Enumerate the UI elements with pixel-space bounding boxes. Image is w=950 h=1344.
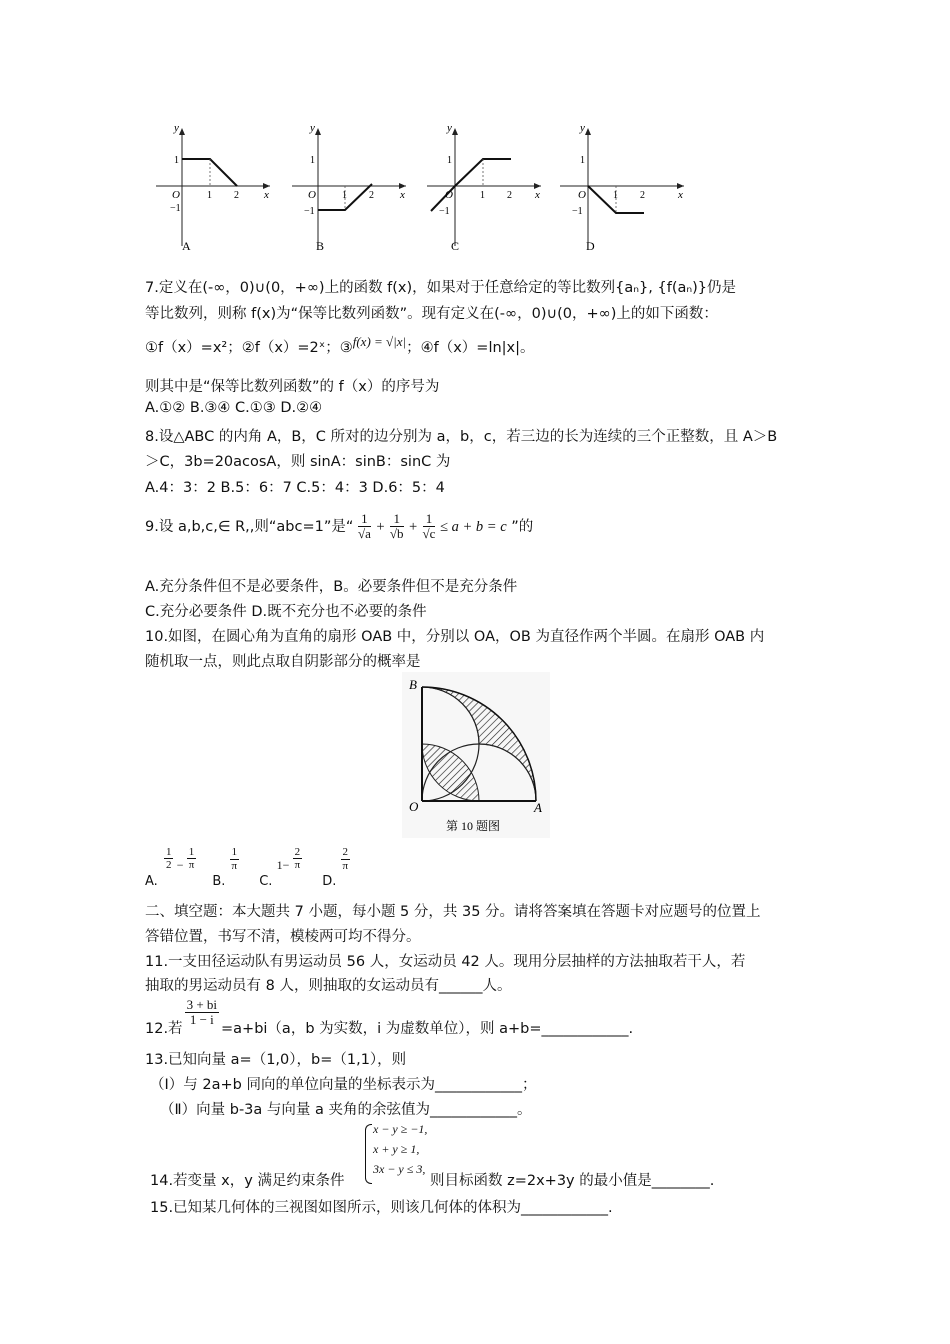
svg-text:O: O [172,189,180,201]
svg-text:−1: −1 [170,203,181,214]
svg-text:y: y [174,122,179,134]
graph-d [560,122,684,253]
svg-text:x: x [400,189,405,201]
svg-text:2: 2 [507,190,512,201]
q10-options: A. $\frac{1}{2}$ − $\frac{1}{\pi}$ B. $\frac{1}{\pi}$ C. 1− $\frac{2}{\pi}$ D. $\frac{2}{\pi}$ [145,846,349,889]
q11-line2: 抽取的男运动员有 8 人，则抽取的女运动员有______人。 [145,978,512,994]
q8-line1: 8.设△ABC 的内角 A，B，C 所对的边分别为 a，b，c，若三边的长为连续的三个正整数，且 A＞B [145,429,778,445]
svg-text:y: y [310,122,315,134]
q7-line4: 则其中是“保等比数列函数”的 f（x）的序号为 [145,379,440,395]
q10-line2: 随机取一点，则此点取自阴影部分的概率是 [145,654,421,670]
svg-text:1: 1 [310,155,315,166]
q8-line2: ＞C，3b=20acosA，则 sinA：sinB：sinC 为 [145,454,451,470]
q13-line3: （Ⅱ）向量 b-3a 与向量 a 夹角的余弦值为____________。 [160,1102,532,1118]
q12-fraction: $\frac{3 + bi}{1 - i}$ [186,997,218,1028]
graph-b [292,122,406,253]
svg-text:y: y [580,122,585,134]
graph-a [156,122,270,253]
svg-text:−1: −1 [439,206,450,217]
q10-line1: 10.如图，在圆心角为直角的扇形 OAB 中，分别以 OA，OB 为直径作两个半圆。在扇形 OAB 内 [145,629,765,645]
q7-line1: 7.定义在(-∞，0)∪(0，+∞)上的函数 f(x)，如果对于任意给定的等比数列{aₙ}, {f(aₙ)}仍是 [145,280,737,296]
q8-options: A.4：3：2 B.5：6：7 C.5：4：3 D.6：5：4 [145,480,445,496]
svg-text:B: B [409,677,417,692]
svg-text:1: 1 [207,190,212,201]
q13-line2: （Ⅰ）与 2a+b 同向的单位向量的坐标表示为____________； [150,1077,537,1093]
q11-line1: 11.一支田径运动队有男运动员 56 人，女运动员 42 人。现用分层抽样的方法抽取若干人，若 [145,954,746,970]
q9-options-2: C.充分必要条件 D.既不充分也不必要的条件 [145,604,427,620]
svg-text:O: O [409,799,419,814]
q7-line2: 等比数列，则称 f(x)为“保等比数列函数”。现有定义在(-∞，0)∪(0，+∞)上的如下函数： [145,306,718,322]
svg-text:x: x [264,189,269,201]
q15-line1: 15.已知某几何体的三视图如图所示，则该几何体的体积为____________. [150,1200,613,1216]
svg-text:2: 2 [234,190,239,201]
q13-line1: 13.已知向量 a=（1,0），b=（1,1），则 [145,1052,407,1068]
svg-text:x: x [535,189,540,201]
svg-text:1: 1 [174,155,179,166]
svg-text:B: B [316,239,325,253]
svg-text:A: A [534,800,542,815]
svg-text:O: O [445,189,453,201]
section2-line2: 答错位置，书写不清，模棱两可均不得分。 [145,929,421,945]
q10-opt-b-expr: $\frac{1}{\pi}$ [231,846,238,872]
q10-opt-a-expr: $\frac{1}{2}$ − $\frac{1}{\pi}$ [165,846,195,872]
q10-opt-c-expr: 1− $\frac{2}{\pi}$ [276,846,301,872]
svg-text:−1: −1 [572,206,583,217]
frac-1-sqrt-a: $\frac{1}{√a}$ [357,511,371,542]
svg-text:1: 1 [342,190,347,201]
q14-suffix: 则目标函数 z=2x+3y 的最小值是________. [430,1173,715,1189]
svg-text:1: 1 [447,155,452,166]
svg-text:O: O [578,189,586,201]
svg-text:2: 2 [640,190,645,201]
svg-text:2: 2 [369,190,374,201]
svg-text:x: x [678,189,683,201]
svg-text:第 10 题图: 第 10 题图 [446,819,501,833]
svg-text:y: y [447,122,452,134]
svg-text:1: 1 [480,190,485,201]
frac-1-sqrt-c: $\frac{1}{√c}$ [422,511,436,542]
q14-prefix: 14.若变量 x，y 满足约束条件 [150,1173,345,1189]
function-graphs [150,118,690,258]
q9-statement: 9.设 a,b,c,∈ R,,则“abc=1”是“ $\frac{1}{√a}$ + $\frac{1}{√b}$ + $\frac{1}{√c}$ ≤ a + b = c ”的 [145,511,534,542]
q7-options: A.①② B.③④ C.①③ D.②④ [145,400,323,416]
section2-line1: 二、填空题：本大题共 7 小题，每小题 5 分，共 35 分。请将答案填在答题卡对应题号的位置上 [145,904,761,920]
q9-options-1: A.充分条件但不是必要条件，B。必要条件但不是充分条件 [145,579,518,595]
svg-text:A: A [182,239,191,253]
svg-text:−1: −1 [304,206,315,217]
svg-text:D: D [586,239,595,253]
svg-text:1: 1 [580,155,585,166]
svg-text:1: 1 [613,190,618,201]
q10-opt-d-expr: $\frac{2}{\pi}$ [342,846,349,872]
sector-figure [402,672,550,838]
svg-text:O: O [308,189,316,201]
graph-c [427,122,541,253]
frac-1-sqrt-b: $\frac{1}{√b}$ [389,511,404,542]
svg-text:C: C [451,239,460,253]
q12-statement: 12.若 $\frac{3 + bi}{1 - i}$ =a+bi（a，b 为实数，i 为虚数单位），则 a+b=____________. [145,997,634,1037]
q7-functions: ①f（x）=x²；②f（x）=2ˣ；③f(x) = √|x|；④f（x）=ln|x|。 [145,334,535,356]
